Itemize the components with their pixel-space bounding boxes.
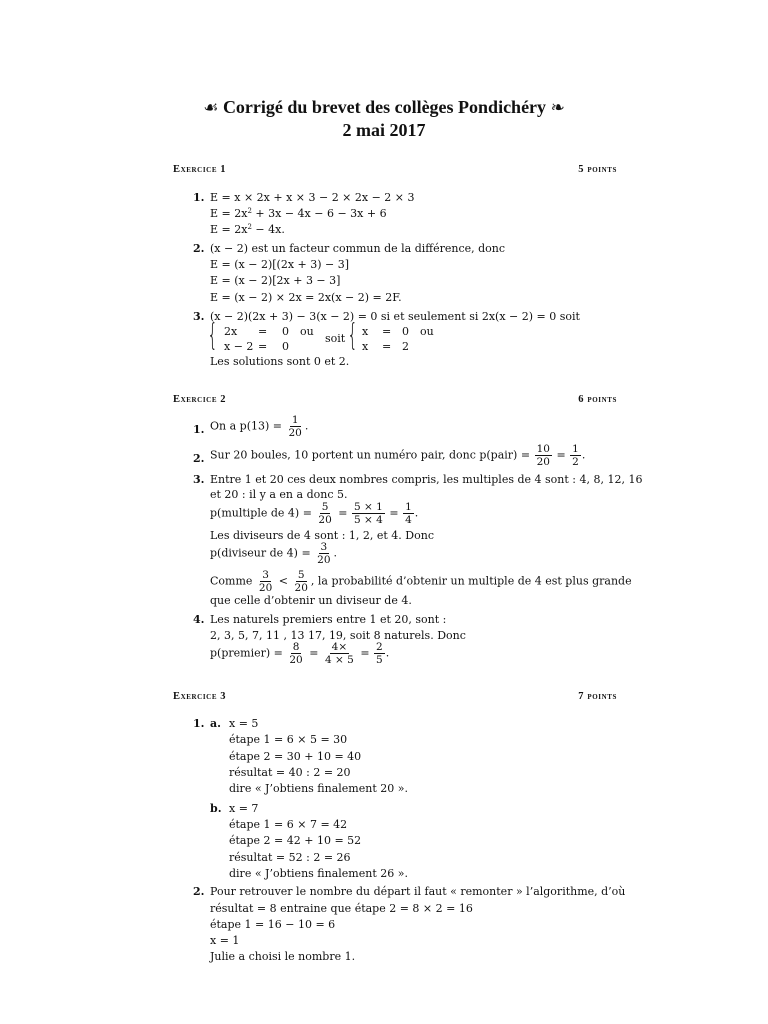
ex1-q2-line1: (x − 2) est un facteur commun de la différence, donc — [210, 242, 506, 255]
ex2-q3-line7: que celle d’obtenir un diviseur de 4. — [210, 594, 412, 607]
fraction — [257, 569, 274, 594]
term: 2x — [224, 325, 238, 338]
text: . — [333, 546, 338, 560]
ex3-q2-line4: x = 1 — [210, 934, 240, 947]
fraction — [352, 501, 385, 526]
ex1-q2-line4: E = (x − 2) × 2x = 2x(x − 2) = 2F. — [210, 291, 402, 304]
numerator: 4× — [331, 641, 348, 653]
title-line-2: 2 mai 2017 — [342, 120, 426, 140]
ex3-q2-line2: résultat = 8 entraine que étape 2 = 8 × 2 = 16 — [210, 902, 473, 915]
term: = — [382, 340, 392, 353]
text: . — [581, 448, 586, 462]
ex3-q1b-label: b. — [210, 802, 222, 815]
text: . — [414, 506, 419, 520]
numerator: 10 — [536, 443, 550, 455]
exercise-1-header — [173, 164, 617, 175]
system-1 — [224, 324, 314, 354]
expr: − 4x. — [251, 223, 285, 236]
exercise-1-title: Exercice 1 — [173, 164, 227, 175]
ex1-q2-line3: E = (x − 2)[2x + 3 − 3] — [210, 274, 341, 287]
text: < — [278, 574, 289, 588]
expr: E = 2x — [210, 223, 248, 236]
ex3-q1a-label: a. — [210, 717, 221, 730]
ex2-q4-number: 4. — [193, 613, 205, 626]
ex2-q1-number: 1. — [193, 423, 205, 436]
denominator: 5 — [376, 654, 383, 666]
ex2-q4-line3 — [210, 641, 389, 666]
term: 0 — [282, 340, 289, 353]
ex3-q1a-line1: x = 5 — [229, 717, 259, 730]
ex1-q3-number: 3. — [193, 310, 205, 323]
ex3-q1b-line3: étape 2 = 42 + 10 = 52 — [229, 834, 362, 847]
denominator: 5 × 4 — [354, 514, 383, 526]
fraction — [287, 414, 304, 439]
term: = — [258, 340, 268, 353]
numerator: 1 — [572, 443, 579, 455]
text: = — [360, 646, 370, 660]
term: x — [362, 325, 369, 338]
ex2-q3-line4: Les diviseurs de 4 sont : 1, 2, et 4. Donc — [210, 529, 434, 542]
system-2-row-2 — [362, 339, 434, 354]
text: = — [338, 506, 348, 520]
ex3-q1b-line2: étape 1 = 6 × 7 = 42 — [229, 818, 348, 831]
ex3-q2-number: 2. — [193, 885, 205, 898]
exercise-2-points: 6 points — [578, 394, 617, 405]
title-text: Corrigé du brevet des collèges Pondichéry — [222, 97, 547, 117]
ex3-q1a-line2: étape 1 = 6 × 5 = 30 — [229, 733, 348, 746]
ex2-q3-line2: et 20 : il y a en a donc 5. — [210, 488, 348, 501]
numerator: 3 — [320, 541, 328, 553]
fraction — [293, 569, 310, 594]
fraction — [287, 641, 304, 666]
denominator: 20 — [536, 456, 550, 468]
ex2-q3-line1: Entre 1 et 20 ces deux nombres compris, les multiples de 4 sont : 4, 8, 12, 16 — [210, 473, 643, 486]
ex3-q1a-line4: résultat = 40 : 2 = 20 — [229, 766, 351, 779]
exercise-2-title: Exercice 2 — [173, 394, 227, 405]
system-2-row-1 — [362, 324, 434, 339]
term: = — [258, 325, 268, 338]
fraction — [323, 641, 356, 666]
denominator: 4 × 5 — [324, 654, 354, 666]
text: Sur 20 boules, 10 portent un numéro pair, donc p(pair) = — [210, 448, 531, 462]
ex2-q2-line — [210, 443, 585, 468]
ex3-q2-line5: Julie a choisi le nombre 1. — [210, 950, 356, 963]
ex1-q1-line1: E = x × 2x + x × 3 − 2 × 2x − 2 × 3 — [210, 191, 415, 204]
term: 0 — [402, 325, 409, 338]
numerator: 5 — [321, 501, 329, 513]
ex3-q2-line1: Pour retrouver le nombre du départ il faut « remonter » l’algorithme, d’où — [210, 885, 626, 898]
fraction — [316, 501, 333, 526]
numerator: 3 — [262, 569, 269, 581]
term: 0 — [282, 325, 289, 338]
ex1-q2-number: 2. — [193, 242, 205, 255]
ex2-q4-line2: 2, 3, 5, 7, 11 , 13 17, 19, soit 8 naturels. Donc — [210, 629, 466, 642]
brace-right-icon: { — [347, 318, 358, 353]
term: x — [362, 340, 369, 353]
text: p(diviseur de 4) = — [210, 546, 311, 560]
ex1-q2-line2: E = (x − 2)[(2x + 3) − 3] — [210, 258, 350, 271]
denominator: 20 — [294, 582, 308, 594]
term: x − 2 — [224, 340, 254, 353]
exponent: 2 — [247, 223, 252, 231]
system-1-row-1 — [224, 324, 314, 339]
ex2-q4-line1: Les naturels premiers entre 1 et 20, sont : — [210, 613, 447, 626]
numerator: 1 — [291, 414, 299, 426]
ex2-q1-line — [210, 414, 308, 439]
denominator: 20 — [288, 427, 302, 439]
page-title — [0, 96, 768, 142]
ex3-q2-line3: étape 1 = 16 − 10 = 6 — [210, 918, 336, 931]
exercise-3-header — [173, 691, 617, 702]
term: ou — [300, 325, 314, 338]
ex2-q3-number: 3. — [193, 473, 205, 486]
ex3-q1b-line4: résultat = 52 : 2 = 26 — [229, 851, 351, 864]
ornament-left-icon: ☙ — [203, 98, 219, 117]
system-soit: soit — [325, 332, 346, 345]
fraction — [535, 443, 552, 468]
title-line-1 — [0, 96, 768, 119]
term: 2 — [402, 340, 409, 353]
term: = — [382, 325, 392, 338]
system-1-row-2 — [224, 339, 314, 354]
ex2-q2-number: 2. — [193, 452, 205, 465]
ex1-q3-line1: (x − 2)(2x + 3) − 3(x − 2) = 0 si et seulement si 2x(x − 2) = 0 soit — [210, 310, 580, 323]
ex1-q3-conclusion: Les solutions sont 0 et 2. — [210, 355, 350, 368]
ex1-q1-line2 — [210, 207, 387, 221]
text: On a p(13) = — [210, 419, 282, 433]
denominator: 20 — [289, 654, 303, 666]
exercise-2-header — [173, 394, 617, 405]
fraction — [403, 501, 414, 526]
text: = — [556, 448, 566, 462]
fraction — [374, 641, 385, 666]
fraction — [315, 541, 332, 566]
text: , la probabilité d’obtenir un multiple de 4 est plus grande — [310, 574, 632, 588]
numerator: 5 × 1 — [354, 501, 383, 513]
numerator: 8 — [292, 641, 300, 653]
term: ou — [420, 325, 434, 338]
denominator: 20 — [258, 582, 273, 594]
exercise-1-points: 5 points — [578, 164, 617, 175]
ex3-q1a-line5: dire « J’obtiens finalement 20 ». — [229, 782, 408, 795]
ex2-q3-line3 — [210, 501, 418, 526]
expr: E = 2x — [210, 207, 248, 220]
ex3-q1b-line5: dire « J’obtiens finalement 26 ». — [229, 867, 408, 880]
exercise-3-title: Exercice 3 — [173, 691, 227, 702]
text: = — [309, 646, 319, 660]
ex1-q1-line3 — [210, 223, 285, 237]
ex2-q3-line5 — [210, 541, 337, 566]
ex3-q1b-line1: x = 7 — [229, 802, 259, 815]
exercise-3-points: 7 points — [578, 691, 617, 702]
system-2 — [362, 324, 434, 354]
denominator: 4 — [405, 514, 412, 526]
text: = — [389, 506, 399, 520]
denominator: 2 — [572, 456, 579, 468]
ex2-q3-line6 — [210, 569, 632, 594]
fraction — [570, 443, 581, 468]
numerator: 5 — [297, 569, 305, 581]
ex3-q1-number: 1. — [193, 717, 205, 730]
text: p(multiple de 4) = — [210, 506, 312, 520]
text: . — [385, 646, 390, 660]
ornament-right-icon: ❧ — [550, 98, 565, 117]
ex1-q1-number: 1. — [193, 191, 205, 204]
text: Comme — [210, 574, 253, 588]
exponent: 2 — [247, 207, 252, 215]
text: . — [304, 419, 309, 433]
text: p(premier) = — [210, 646, 283, 660]
denominator: 20 — [318, 514, 332, 526]
brace-left-icon: { — [207, 318, 218, 353]
numerator: 2 — [376, 641, 383, 653]
denominator: 20 — [317, 554, 331, 566]
ex3-q1a-line3: étape 2 = 30 + 10 = 40 — [229, 750, 362, 763]
expr: + 3x − 4x − 6 − 3x + 6 — [251, 207, 387, 220]
numerator: 1 — [405, 501, 412, 513]
